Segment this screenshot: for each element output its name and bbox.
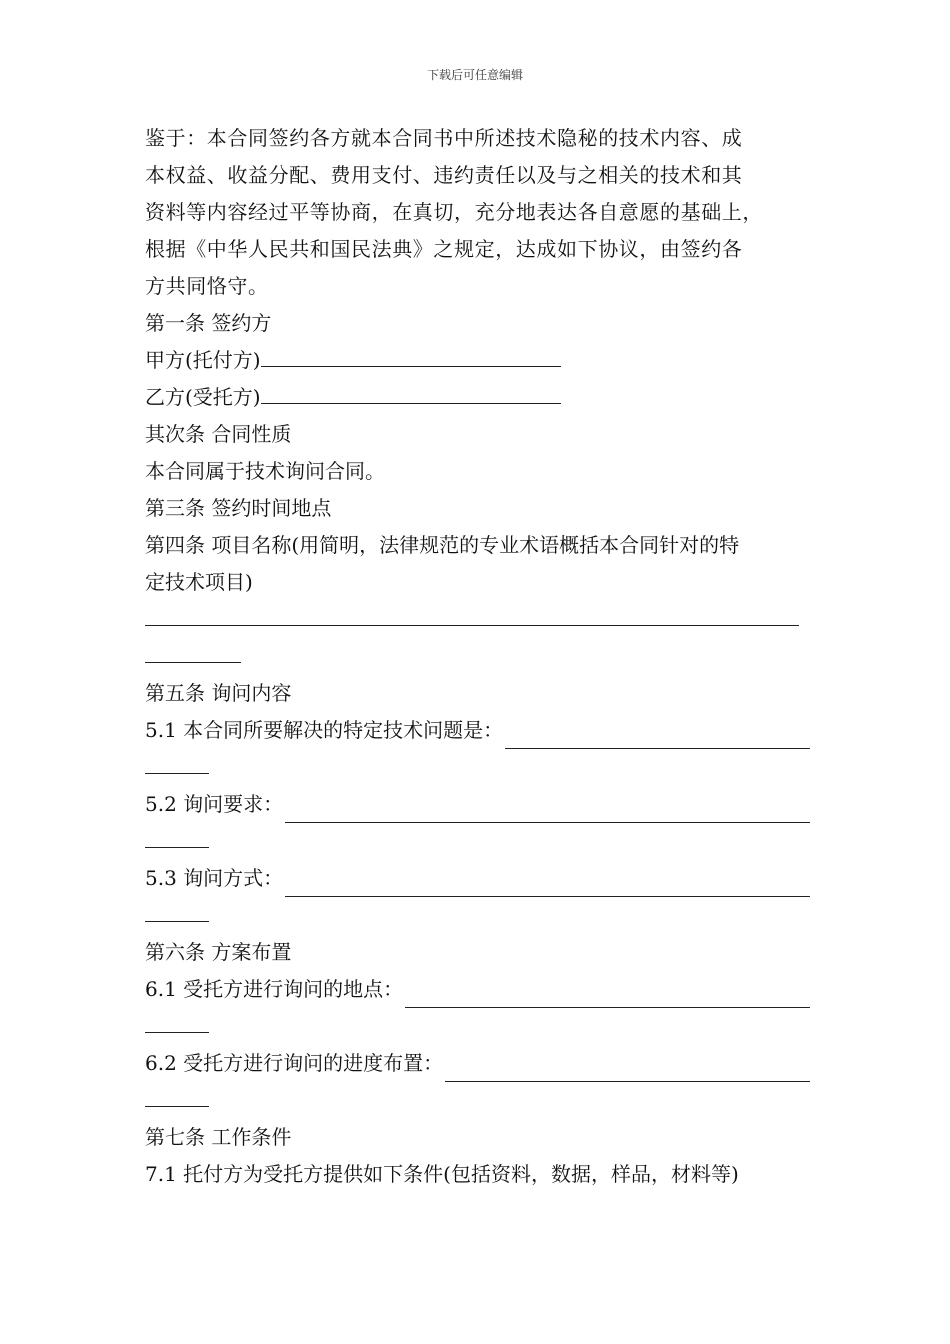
article-3-title: 第三条 签约时间地点 bbox=[145, 496, 332, 520]
item-6-1-blank-row-2 bbox=[145, 1008, 810, 1045]
article-7-title: 第七条 工作条件 bbox=[145, 1125, 292, 1149]
project-name-blank-continued[interactable] bbox=[145, 640, 241, 663]
project-name-blank-row bbox=[145, 601, 810, 638]
item-6-2-blank-continued[interactable] bbox=[145, 1084, 209, 1107]
party-b-row bbox=[145, 379, 810, 416]
item-5-1-blank[interactable] bbox=[505, 724, 810, 749]
item-6-2-row bbox=[145, 1045, 810, 1082]
item-6-2-blank-row-2 bbox=[145, 1082, 810, 1119]
item-5-3-blank-continued[interactable] bbox=[145, 899, 209, 922]
item-5-2-blank[interactable] bbox=[285, 798, 810, 823]
item-6-1-blank-continued[interactable] bbox=[145, 1010, 209, 1033]
item-5-2-blank-row-2 bbox=[145, 823, 810, 860]
project-name-blank-row-2 bbox=[145, 638, 810, 675]
intro-line: 根据《中华人民共和国民法典》之规定，达成如下协议，由签约各 bbox=[145, 237, 743, 261]
intro-line: 方共同恪守。 bbox=[145, 274, 269, 298]
article-5-title: 第五条 询问内容 bbox=[145, 681, 292, 705]
item-6-1-blank[interactable] bbox=[405, 983, 810, 1008]
item-6-1-label: 6.1 受托方进行询问的地点： bbox=[145, 977, 404, 1001]
item-5-2-label: 5.2 询问要求： bbox=[145, 792, 284, 816]
item-5-1-blank-row-2 bbox=[145, 749, 810, 786]
item-5-3-blank[interactable] bbox=[285, 872, 810, 897]
article-2-text: 本合同属于技术询问合同。 bbox=[145, 459, 385, 483]
intro-paragraph bbox=[145, 120, 810, 305]
item-5-3-blank-row-2 bbox=[145, 897, 810, 934]
contract-body bbox=[145, 120, 810, 1193]
article-4-title-line2: 定技术项目) bbox=[145, 570, 253, 594]
party-a-blank[interactable] bbox=[261, 344, 561, 367]
intro-line: 本权益、收益分配、费用支付、违约责任以及与之相关的技术和其 bbox=[145, 163, 743, 187]
item-5-1-row bbox=[145, 712, 810, 749]
party-a-row bbox=[145, 342, 810, 379]
project-name-blank[interactable] bbox=[145, 603, 799, 626]
item-5-2-row bbox=[145, 786, 810, 823]
item-6-2-label: 6.2 受托方进行询问的进度布置： bbox=[145, 1051, 444, 1075]
article-2-title: 其次条 合同性质 bbox=[145, 422, 292, 446]
article-1-title: 第一条 签约方 bbox=[145, 311, 272, 335]
article-6-title: 第六条 方案布置 bbox=[145, 940, 292, 964]
page-header: 下载后可任意编辑 bbox=[426, 68, 523, 82]
intro-line: 资料等内容经过平等协商，在真切，充分地表达各自意愿的基础上， bbox=[145, 200, 763, 224]
article-4-title-line1: 第四条 项目名称(用简明，法律规范的专业术语概括本合同针对的特 bbox=[145, 533, 740, 557]
item-5-3-row bbox=[145, 860, 810, 897]
intro-line: 鉴于：本合同签约各方就本合同书中所述技术隐秘的技术内容、成 bbox=[145, 126, 743, 150]
item-5-1-blank-continued[interactable] bbox=[145, 751, 209, 774]
item-5-2-blank-continued[interactable] bbox=[145, 825, 209, 848]
party-a-label: 甲方(托付方) bbox=[145, 348, 261, 372]
item-5-3-label: 5.3 询问方式： bbox=[145, 866, 284, 890]
item-7-1: 7.1 托付方为受托方提供如下条件(包括资料，数据，样品，材料等) bbox=[145, 1162, 739, 1186]
party-b-blank[interactable] bbox=[261, 381, 561, 404]
item-6-1-row bbox=[145, 971, 810, 1008]
item-5-1-label: 5.1 本合同所要解决的特定技术问题是： bbox=[145, 718, 504, 742]
party-b-label: 乙方(受托方) bbox=[145, 385, 261, 409]
item-6-2-blank[interactable] bbox=[445, 1057, 810, 1082]
